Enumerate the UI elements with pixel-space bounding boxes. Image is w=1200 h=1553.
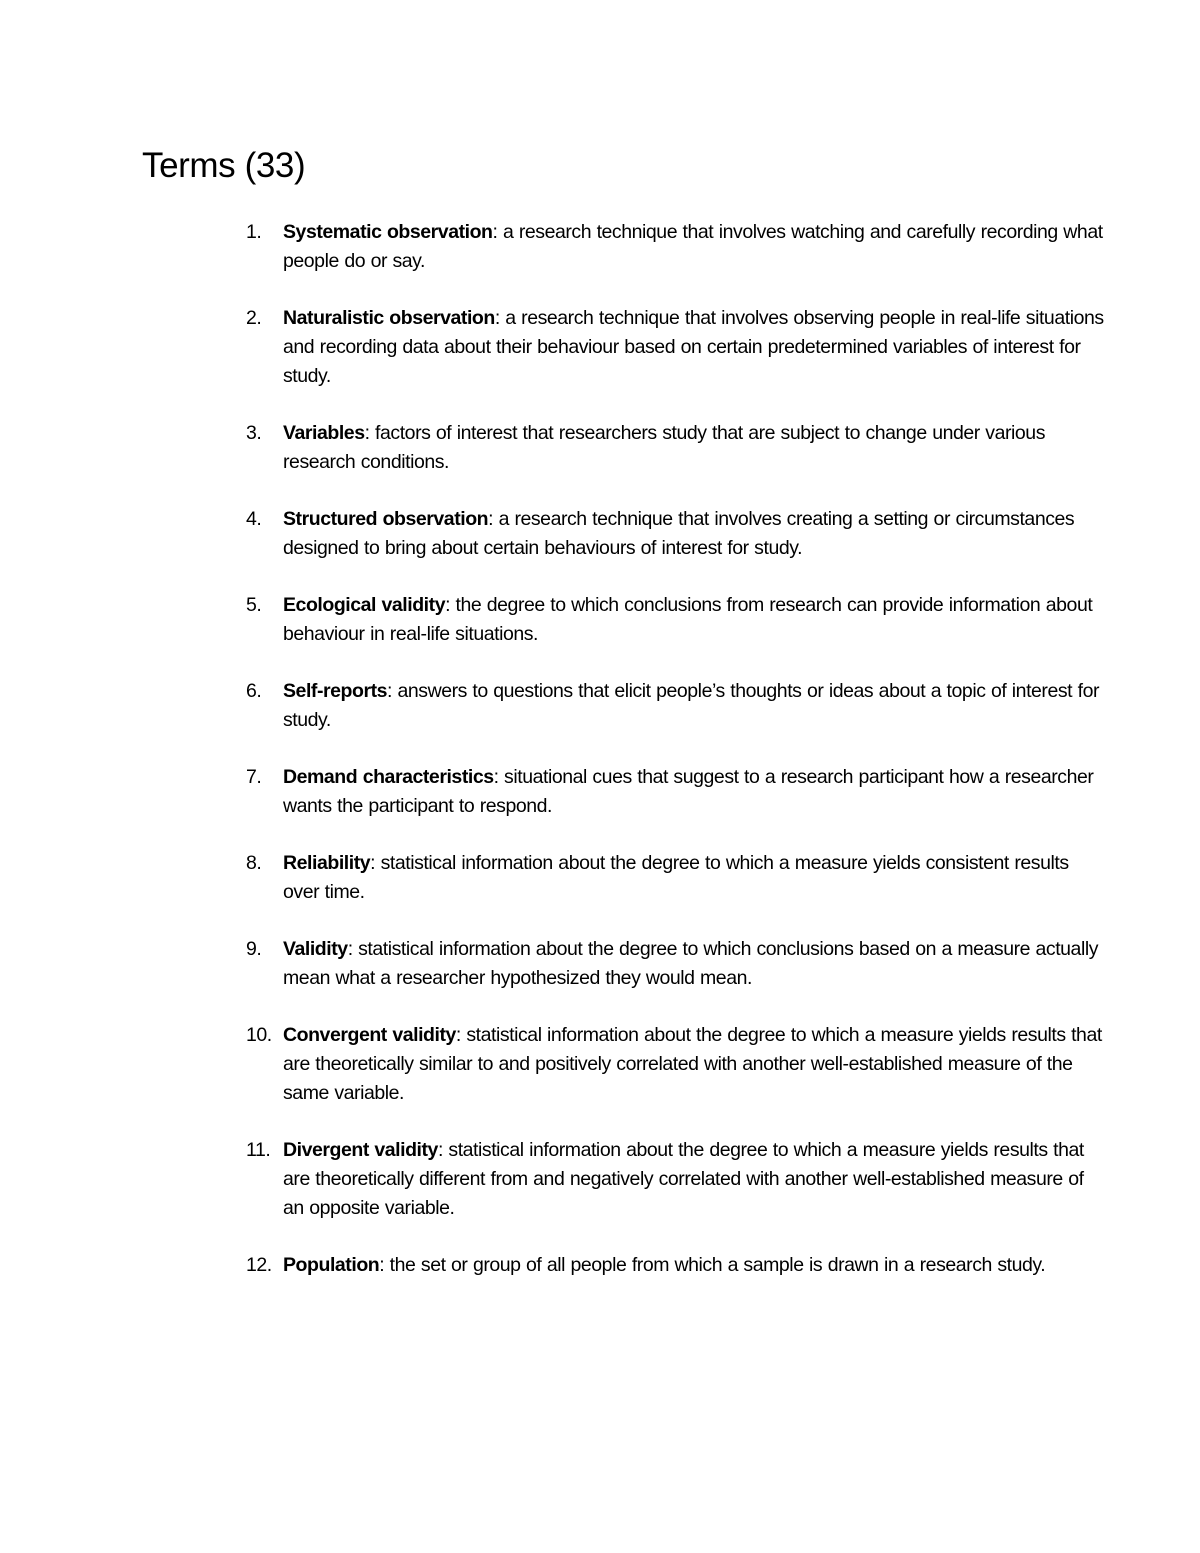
term-number: 8.: [246, 852, 262, 874]
term-definition: a research technique that involves watching and carefully recording what people do or say.: [283, 221, 1103, 272]
term-separator: :: [494, 307, 500, 329]
term-definition: factors of interest that researchers study that are subject to change under various research conditions.: [283, 422, 1045, 473]
term-separator: :: [455, 1024, 461, 1046]
term-name: Ecological validity: [283, 594, 446, 616]
term-item: [246, 1251, 1106, 1280]
term-separator: :: [387, 680, 393, 702]
term-name: Systematic observation: [283, 221, 493, 243]
term-definition: a research technique that involves creating a setting or circumstances designed to bring about certain behaviours of interest for study.: [283, 508, 1075, 559]
term-number: 9.: [246, 938, 262, 960]
term-separator: :: [492, 221, 498, 243]
term-item: [246, 304, 1106, 391]
term-separator: :: [364, 422, 370, 444]
term-item: [246, 1021, 1106, 1108]
term-name: Divergent validity: [283, 1139, 438, 1161]
page-title: Terms (33): [142, 146, 306, 185]
term-name: Demand characteristics: [283, 766, 494, 788]
term-item: [246, 419, 1106, 477]
term-separator: :: [493, 766, 499, 788]
term-definition: statistical information about the degree to which a measure yields consistent results over time.: [283, 852, 1069, 903]
terms-list: [246, 218, 1106, 1280]
term-number: 11.: [246, 1139, 271, 1161]
term-separator: :: [488, 508, 494, 530]
term-definition: the set or group of all people from which a sample is drawn in a research study.: [384, 1254, 1046, 1276]
term-name: Variables: [283, 422, 365, 444]
term-item: [246, 1136, 1106, 1223]
term-definition: statistical information about the degree to which conclusions based on a measure actually mean what a researcher hypothesized they would mean.: [283, 938, 1099, 989]
term-number: 1.: [246, 221, 262, 243]
term-name: Population: [283, 1254, 380, 1276]
term-number: 7.: [246, 766, 262, 788]
term-item: [246, 505, 1106, 563]
term-definition: situational cues that suggest to a research participant how a researcher wants the participant to respond.: [283, 766, 1094, 817]
term-item: [246, 591, 1106, 649]
term-number: 5.: [246, 594, 262, 616]
term-definition: statistical information about the degree to which a measure yields results that are theoretically similar to and positively correlated with another well-established measure of the same variable.: [283, 1024, 1102, 1104]
term-definition: the degree to which conclusions from research can provide information about behaviour in real-life situations.: [283, 594, 1093, 645]
term-separator: :: [370, 852, 376, 874]
term-item: [246, 763, 1106, 821]
term-number: 12.: [246, 1254, 272, 1276]
term-name: Convergent validity: [283, 1024, 456, 1046]
term-number: 3.: [246, 422, 262, 444]
term-separator: :: [347, 938, 353, 960]
term-definition: statistical information about the degree to which a measure yields results that are theoretically different from and negatively correlated with another well-established measure of an opposite variable.: [283, 1139, 1084, 1219]
term-separator: :: [379, 1254, 385, 1276]
term-separator: :: [437, 1139, 443, 1161]
term-name: Naturalistic observation: [283, 307, 495, 329]
term-definition: answers to questions that elicit people’s thoughts or ideas about a topic of interest for study.: [283, 680, 1100, 731]
term-name: Validity: [283, 938, 348, 960]
term-item: [246, 677, 1106, 735]
term-name: Self-reports: [283, 680, 388, 702]
term-item: [246, 218, 1106, 276]
term-definition: a research technique that involves observing people in real-life situations and recording data about their behaviour based on certain predetermined variables of interest for study.: [283, 307, 1104, 387]
term-number: 6.: [246, 680, 262, 702]
term-item: [246, 935, 1106, 993]
term-number: 4.: [246, 508, 262, 530]
term-name: Reliability: [283, 852, 371, 874]
term-number: 10.: [246, 1024, 272, 1046]
term-separator: :: [445, 594, 451, 616]
term-item: [246, 849, 1106, 907]
term-name: Structured observation: [283, 508, 489, 530]
term-number: 2.: [246, 307, 262, 329]
